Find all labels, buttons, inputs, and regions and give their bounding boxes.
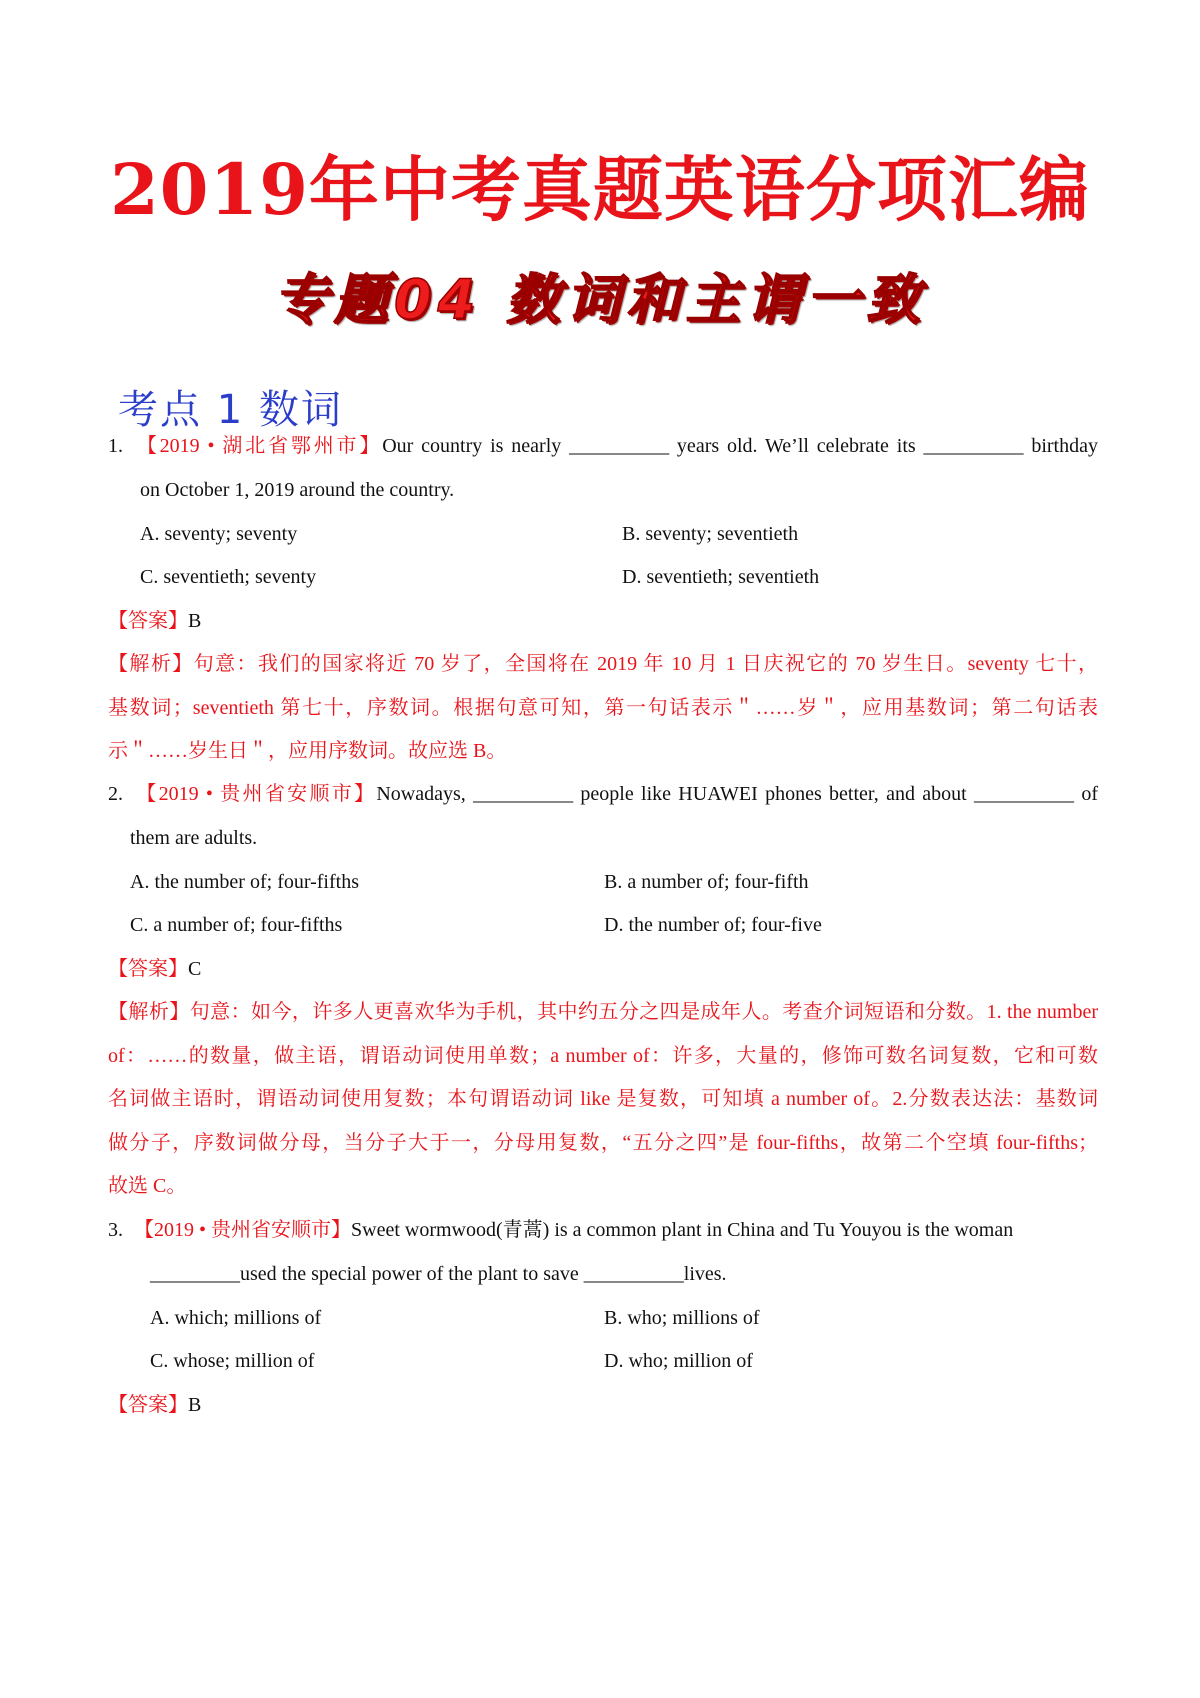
question-1-explanation-line2: 基数词；seventieth 第七十，序数词。根据句意可知，第一句话表示＂……岁＂，应用基数词；第二句话表 [108, 697, 1098, 719]
main-title: 2019年中考真题英语分项汇编 [110, 148, 1090, 231]
question-1-stem-line1 [108, 432, 1098, 460]
sub-title: 专题04 数词和主谓一致 [274, 268, 926, 331]
question-3-number: 3. [108, 1219, 123, 1241]
question-1-option-d: D. seventieth; seventieth [622, 566, 820, 588]
question-1-answer [108, 607, 201, 635]
question-2-option-d: D. the number of; four-five [604, 914, 822, 936]
section-title: 考点 1 数词 [118, 387, 343, 433]
question-1-explanation-line3: 示＂……岁生日＂，应用序数词。故应选 B。 [108, 740, 507, 762]
question-1-source: 【2019 • 湖北省鄂州市】 [134, 435, 383, 457]
question-1-answer-value: B [188, 610, 202, 632]
explanation-text: 句意：如今，许多人更喜欢华为手机，其中约五分之四是成年人。考查介词短语和分数。1. the number [189, 1001, 1098, 1023]
question-3-stem-line1 [108, 1216, 1013, 1244]
question-2-explanation-line4: 做分子，序数词做分母，当分子大于一，分母用复数，“五分之四”是 four-fifths，故第二个空填 four-fifths； [108, 1132, 1098, 1154]
question-2-number: 2. [108, 783, 123, 805]
question-3-option-b: B. who; millions of [604, 1307, 760, 1329]
explanation-text: 句意：我们的国家将近 70 岁了，全国将在 2019 年 10 月 1 日庆祝它的 70 岁生日。seventy 七十， [193, 653, 1099, 675]
question-1-explanation-line1 [108, 650, 1098, 678]
question-2-option-a: A. the number of; four-fifths [130, 871, 359, 893]
question-3-answer-value: B [188, 1394, 202, 1416]
question-3-option-c: C. whose; million of [150, 1350, 315, 1372]
question-2-source: 【2019 • 贵州省安顺市】 [134, 783, 377, 805]
question-2-answer-label: 【答案】 [108, 958, 188, 980]
question-2-text-1: Nowadays, __________ people like HUAWEI phones better, and about __________ of [376, 783, 1098, 805]
question-2-explanation-line3: 名词做主语时，谓语动词使用复数；本句谓语动词 like 是复数，可知填 a number of。2.分数表达法：基数词 [108, 1088, 1098, 1110]
question-3-option-a: A. which; millions of [150, 1307, 322, 1329]
question-3-answer-label: 【答案】 [108, 1394, 188, 1416]
question-2-explanation-line2: of：……的数量，做主语，谓语动词使用单数；a number of：许多，大量的，修饰可数名词复数，它和可数 [108, 1045, 1098, 1067]
question-2-option-b: B. a number of; four-fifth [604, 871, 809, 893]
question-1-number: 1. [108, 435, 123, 457]
question-1-option-a: A. seventy; seventy [140, 523, 298, 545]
question-1-explanation-label: 【解析】 [108, 653, 194, 675]
question-2-explanation-label: 【解析】 [108, 1001, 190, 1023]
question-3-source: 【2019 • 贵州省安顺市】 [134, 1219, 352, 1241]
question-2-option-c: C. a number of; four-fifths [130, 914, 343, 936]
question-1-option-c: C. seventieth; seventy [140, 566, 317, 588]
question-2-stem-line2: them are adults. [130, 827, 258, 849]
question-2-answer [108, 955, 201, 983]
question-2-explanation-line5: 故选 C。 [108, 1175, 187, 1197]
question-2-stem-line1 [108, 780, 1098, 808]
question-1-answer-label: 【答案】 [108, 610, 188, 632]
question-3-text-1: Sweet wormwood(青蒿) is a common plant in China and Tu Youyou is the woman [351, 1219, 1014, 1241]
question-2-explanation-line1 [108, 998, 1098, 1026]
question-1-option-b: B. seventy; seventieth [622, 523, 799, 545]
question-1-stem-line2: on October 1, 2019 around the country. [140, 479, 455, 501]
question-3-option-d: D. who; million of [604, 1350, 753, 1372]
question-1-text-1: Our country is nearly __________ years old. We’ll celebrate its __________ birthday [382, 435, 1098, 457]
question-2-answer-value: C [188, 958, 202, 980]
question-3-stem-line2: _________used the special power of the plant to save __________lives. [150, 1263, 727, 1285]
question-3-answer [108, 1391, 201, 1419]
